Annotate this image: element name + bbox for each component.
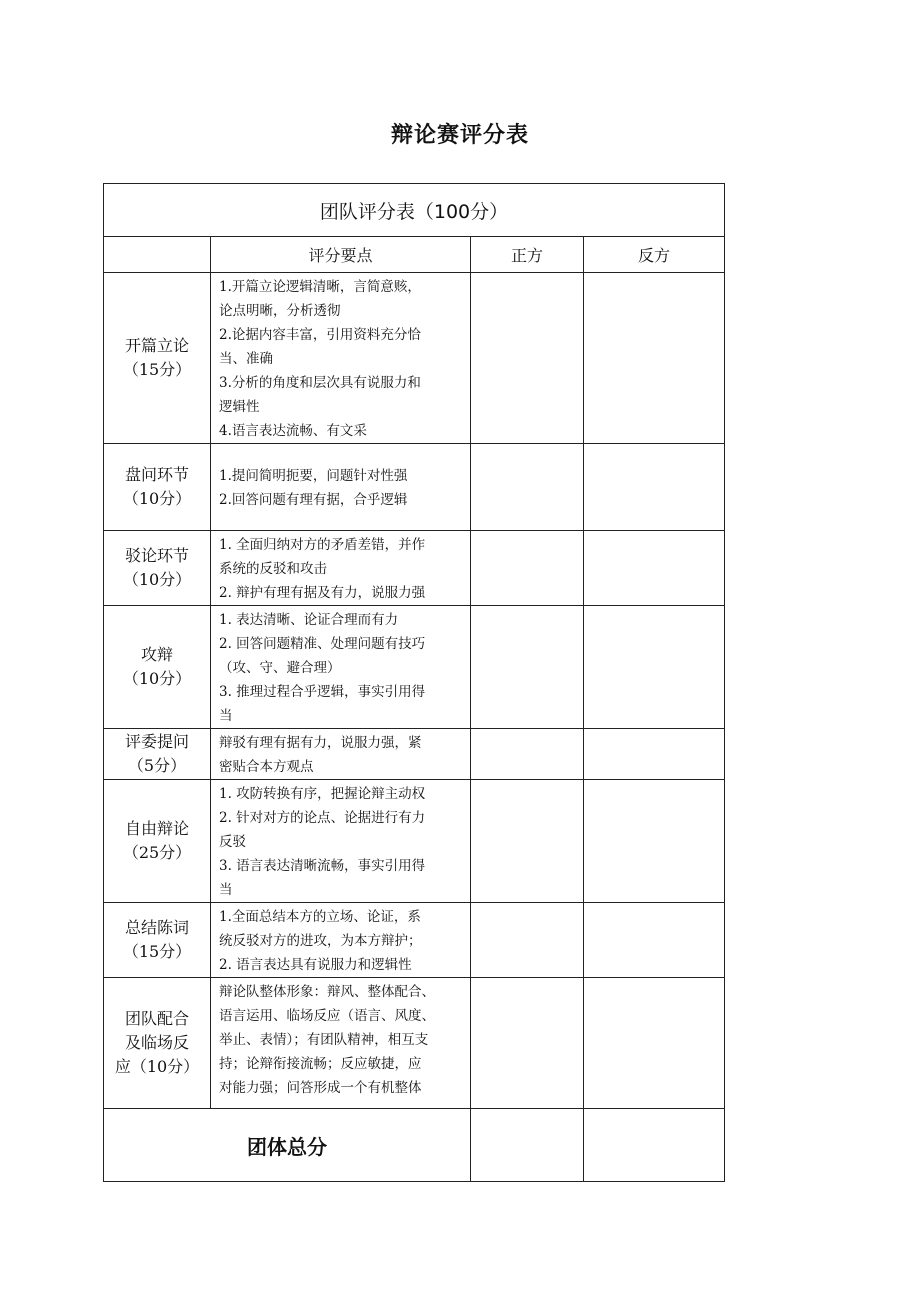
affirmative-score-cell[interactable] [471, 780, 584, 903]
total-label: 团体总分 [104, 1109, 471, 1182]
row-points: 1. 表达清晰、论证合理而有力 2. 回答问题精准、处理问题有技巧 （攻、守、避合理） 3. 推理过程合乎逻辑，事实引用得 当 [211, 606, 471, 729]
negative-score-cell[interactable] [584, 780, 725, 903]
row-category: 攻辩 （10分） [104, 606, 211, 729]
table-row [104, 606, 725, 729]
row-category: 驳论环节 （10分） [104, 531, 211, 606]
affirmative-total-cell[interactable] [471, 1109, 584, 1182]
team-score-heading: 团队评分表（100分） [104, 184, 725, 237]
affirmative-score-cell[interactable] [471, 903, 584, 978]
table-row [104, 729, 725, 780]
negative-score-cell[interactable] [584, 903, 725, 978]
scoring-table [103, 183, 725, 1182]
row-category: 盘问环节 （10分） [104, 444, 211, 531]
negative-score-cell[interactable] [584, 729, 725, 780]
negative-score-cell[interactable] [584, 978, 725, 1109]
row-category: 自由辩论 （25分） [104, 780, 211, 903]
table-row [104, 444, 725, 531]
row-category: 评委提问 （5分） [104, 729, 211, 780]
table-row [104, 780, 725, 903]
row-points: 辩驳有理有据有力，说服力强，紧 密贴合本方观点 [211, 729, 471, 780]
negative-score-cell[interactable] [584, 606, 725, 729]
table-row [104, 978, 725, 1109]
header-affirmative: 正方 [471, 237, 584, 273]
negative-score-cell[interactable] [584, 273, 725, 444]
affirmative-score-cell[interactable] [471, 606, 584, 729]
affirmative-score-cell[interactable] [471, 978, 584, 1109]
affirmative-score-cell[interactable] [471, 273, 584, 444]
row-points: 1.开篇立论逻辑清晰，言简意赅， 论点明晰，分析透彻 2.论据内容丰富，引用资料充分恰 当、准确 3.分析的角度和层次具有说服力和 逻辑性 4.语言表达流畅、有文采 [211, 273, 471, 444]
total-row [104, 1109, 725, 1182]
table-row [104, 273, 725, 444]
row-points: 1.提问简明扼要，问题针对性强 2.回答问题有理有据，合乎逻辑 [211, 444, 471, 531]
table-row [104, 531, 725, 606]
affirmative-score-cell[interactable] [471, 531, 584, 606]
row-category: 团队配合 及临场反 应（10分） [104, 978, 211, 1109]
row-category: 总结陈词 （15分） [104, 903, 211, 978]
negative-score-cell[interactable] [584, 531, 725, 606]
row-points: 1. 攻防转换有序，把握论辩主动权 2. 针对对方的论点、论据进行有力 反驳 3. 语言表达清晰流畅，事实引用得 当 [211, 780, 471, 903]
row-points: 辩论队整体形象：辩风、整体配合、 语言运用、临场反应（语言、风度、 举止、表情）；有团队精神，相互支 持；论辩衔接流畅；反应敏捷，应 对能力强；问答形成一个有机整体 [211, 978, 471, 1109]
header-category [104, 237, 211, 273]
table-row [104, 903, 725, 978]
negative-score-cell[interactable] [584, 444, 725, 531]
affirmative-score-cell[interactable] [471, 729, 584, 780]
row-points: 1. 全面归纳对方的矛盾差错，并作 系统的反驳和攻击 2. 辩护有理有据及有力，说服力强 [211, 531, 471, 606]
header-negative: 反方 [584, 237, 725, 273]
page-title: 辩论赛评分表 [390, 123, 529, 148]
header-row [104, 237, 725, 273]
row-points: 1.全面总结本方的立场、论证，系 统反驳对方的进攻，为本方辩护； 2. 语言表达具有说服力和逻辑性 [211, 903, 471, 978]
negative-total-cell[interactable] [584, 1109, 725, 1182]
affirmative-score-cell[interactable] [471, 444, 584, 531]
header-points: 评分要点 [211, 237, 471, 273]
row-category: 开篇立论 （15分） [104, 273, 211, 444]
